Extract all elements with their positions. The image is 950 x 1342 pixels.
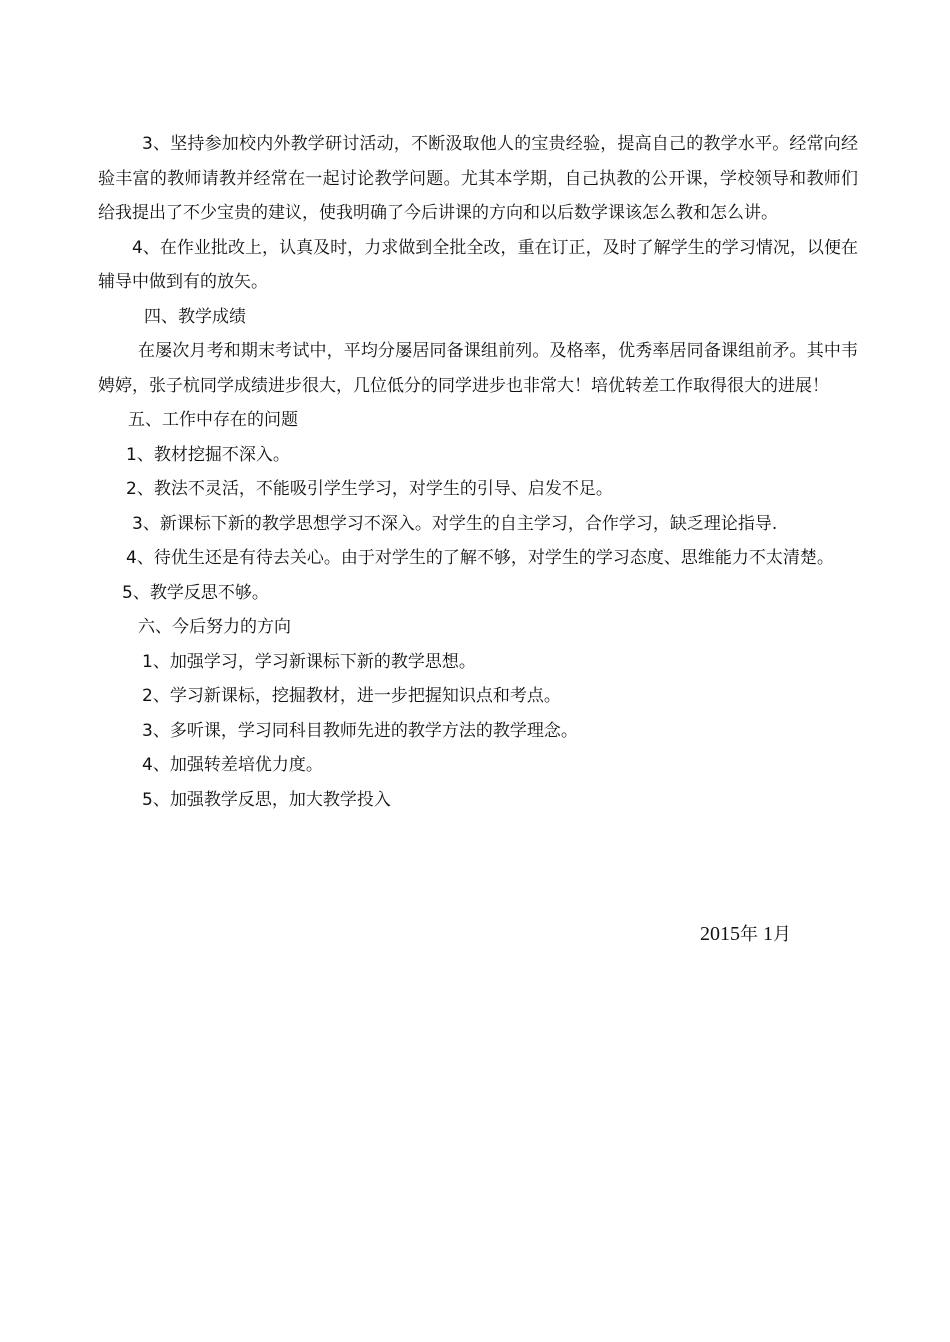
date-month-unit: 月 [773,924,791,945]
section-heading-teaching-results: 四、教学成绩 [144,306,246,327]
section-heading-problems: 五、工作中存在的问题 [128,410,298,430]
document-date [700,918,791,951]
direction-item-2: 2、学习新课标，挖掘教材，进一步把握知识点和考点。 [142,686,561,706]
direction-item-5: 5、加强教学反思，加大教学投入 [142,789,391,810]
problem-item-1: 1、教材挖掘不深入。 [126,444,290,465]
paragraph-teaching-research: 3、坚持参加校内外教学研讨活动，不断汲取他人的宝贵经验，提高自己的教学水平。经常向经验丰富的教师请教并经常在一起讨论教学问题。尤其本学期，自己执教的公开课，学校领导和教师们给我提出了不少宝贵的建议，使我明确了今后讲课的方向和以后数学课该怎么教和怎么讲。 [98,134,858,223]
direction-item-1: 1、加强学习，学习新课标下新的教学思想。 [142,651,476,672]
problem-item-3: 3、新课标下新的教学思想学习不深入。对学生的自主学习，合作学习，缺乏理论指导. [132,513,778,534]
problem-item-5: 5、教学反思不够。 [122,582,269,603]
document-body [98,127,858,817]
date-year: 2015 [700,923,740,945]
direction-item-4: 4、加强转差培优力度。 [142,755,323,775]
date-year-unit: 年 [740,924,758,945]
paragraph-teaching-results: 在屡次月考和期末考试中，平均分屡居同备课组前列。及格率，优秀率居同备课组前矛。其中韦娉婷，张子杭同学成绩进步很大，几位低分的同学进步也非常大！培优转差工作取得很大的进展！ [98,341,858,396]
paragraph-homework-grading: 4、在作业批改上，认真及时，力求做到全批全改，重在订正，及时了解学生的学习情况，以便在辅导中做到有的放矢。 [98,237,858,292]
problem-item-2: 2、教法不灵活，不能吸引学生学习，对学生的引导、启发不足。 [126,479,613,499]
direction-item-3: 3、多听课，学习同科目教师先进的教学方法的教学理念。 [142,720,578,741]
section-heading-future-direction: 六、今后努力的方向 [138,617,291,637]
problem-item-4: 4、待优生还是有待去关心。由于对学生的了解不够，对学生的学习态度、思维能力不太清楚。 [126,548,834,568]
date-month: 1 [763,923,773,945]
